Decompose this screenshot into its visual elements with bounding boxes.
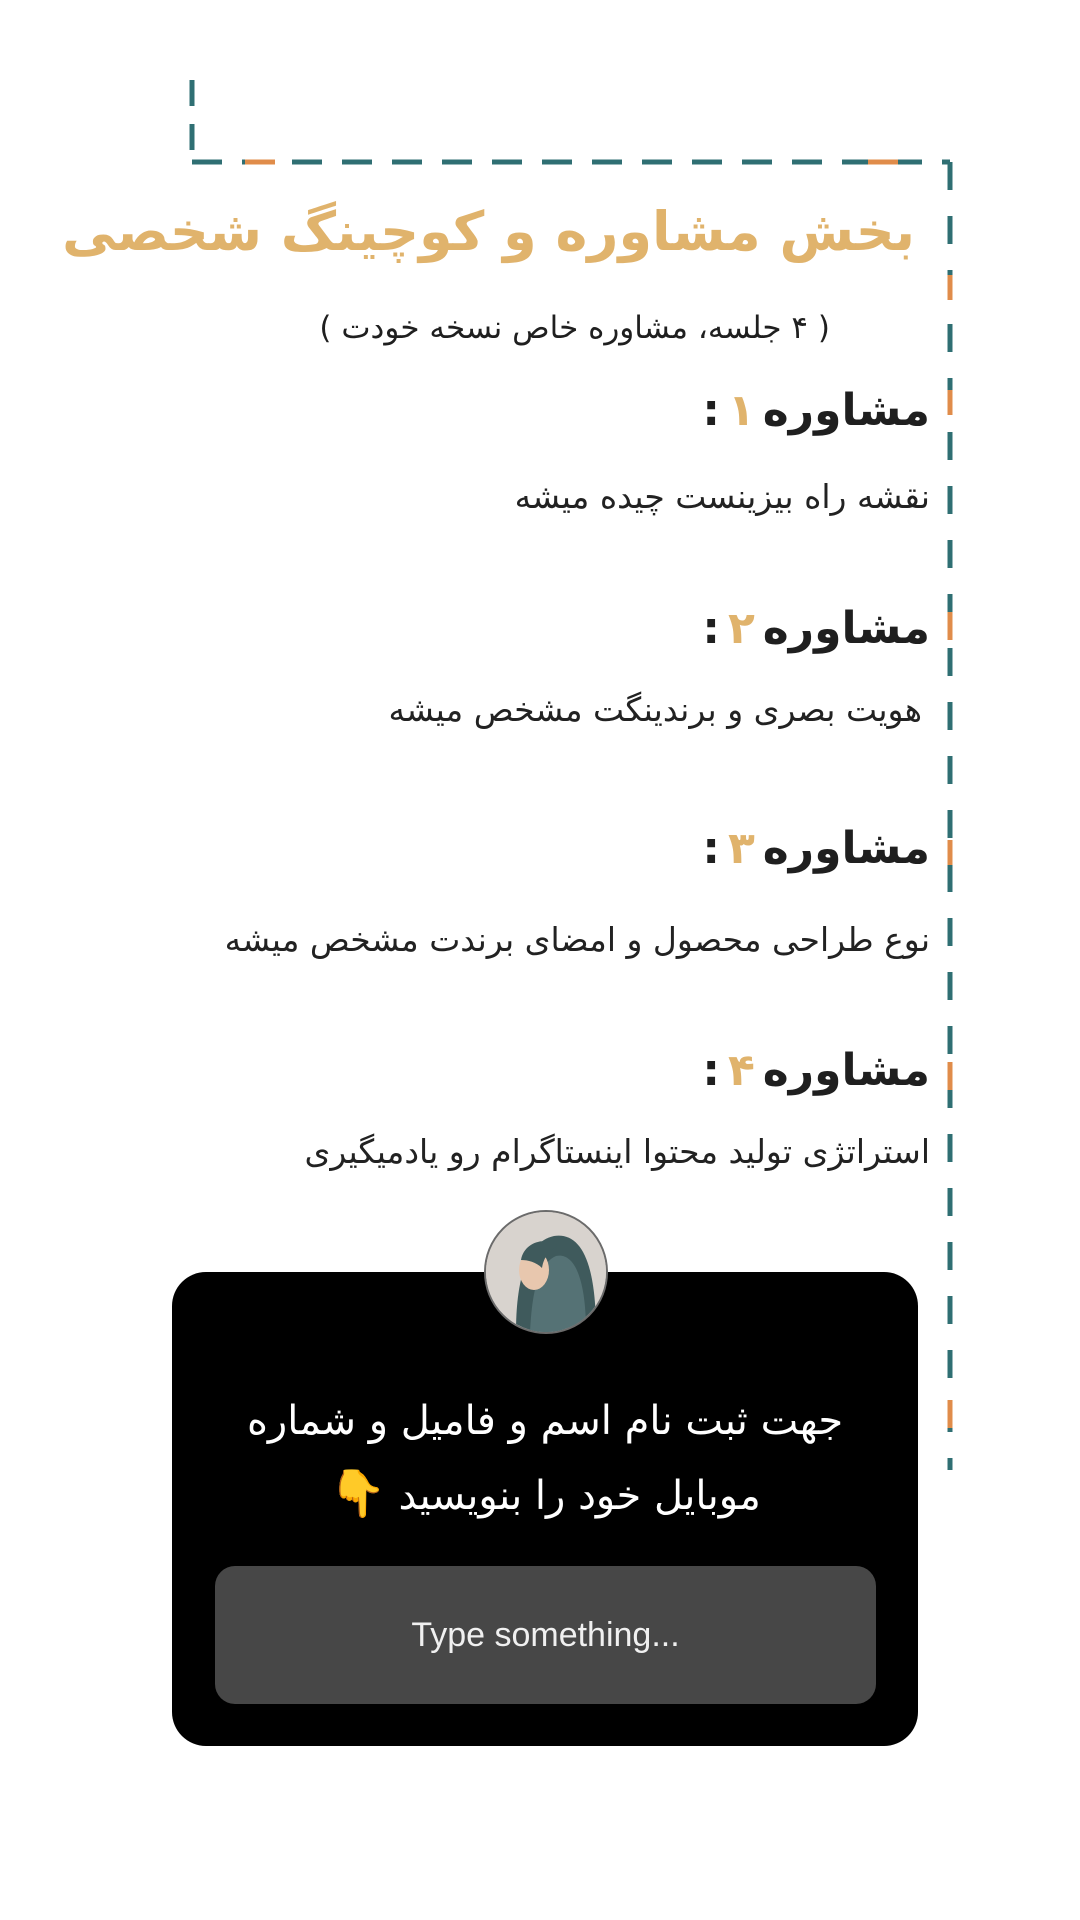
consultation-3-description: نوع طراحی محصول و امضای برندت مشخص میشه (224, 920, 930, 959)
consultation-1-description: نقشه راه بیزینست چیده میشه (514, 477, 930, 516)
consultation-colon: : (702, 823, 720, 874)
consultation-4-description: استراتژی تولید محتوا اینستاگرام رو یادمیگیری (304, 1132, 930, 1171)
consultation-number: ۴ (727, 1045, 755, 1096)
question-text (190, 1385, 900, 1532)
question-line-2 (190, 1457, 900, 1532)
consultation-2-description: هویت بصری و برندینگت مشخص میشه (388, 690, 922, 729)
consultation-number: ۳ (727, 823, 755, 874)
section-subtitle: ( ۴ جلسه، مشاوره خاص نسخه خودت ) (319, 310, 830, 346)
answer-input[interactable] (215, 1566, 876, 1704)
question-line-2-text: موبایل خود را بنویسید (398, 1473, 761, 1519)
pointing-down-icon: 👇 (329, 1466, 387, 1520)
consultation-2-heading (530, 603, 930, 654)
consultation-colon: : (702, 603, 720, 654)
consultation-1-heading (530, 385, 930, 436)
consultation-colon: : (702, 1045, 720, 1096)
consultation-number: ۱ (727, 385, 755, 436)
consultation-3-heading (530, 823, 930, 874)
avatar (484, 1210, 608, 1334)
consultation-label: مشاوره (762, 385, 930, 436)
profile-photo-icon (486, 1212, 606, 1332)
consultation-label: مشاوره (762, 603, 930, 654)
question-line-1: جهت ثبت نام اسم و فامیل و شماره (246, 1398, 844, 1444)
consultation-4-heading (530, 1045, 930, 1096)
consultation-label: مشاوره (762, 823, 930, 874)
consultation-number: ۲ (727, 603, 755, 654)
section-title: بخش مشاوره و کوچینگ شخصی (62, 200, 915, 263)
consultation-colon: : (702, 385, 720, 436)
consultation-label: مشاوره (762, 1045, 930, 1096)
